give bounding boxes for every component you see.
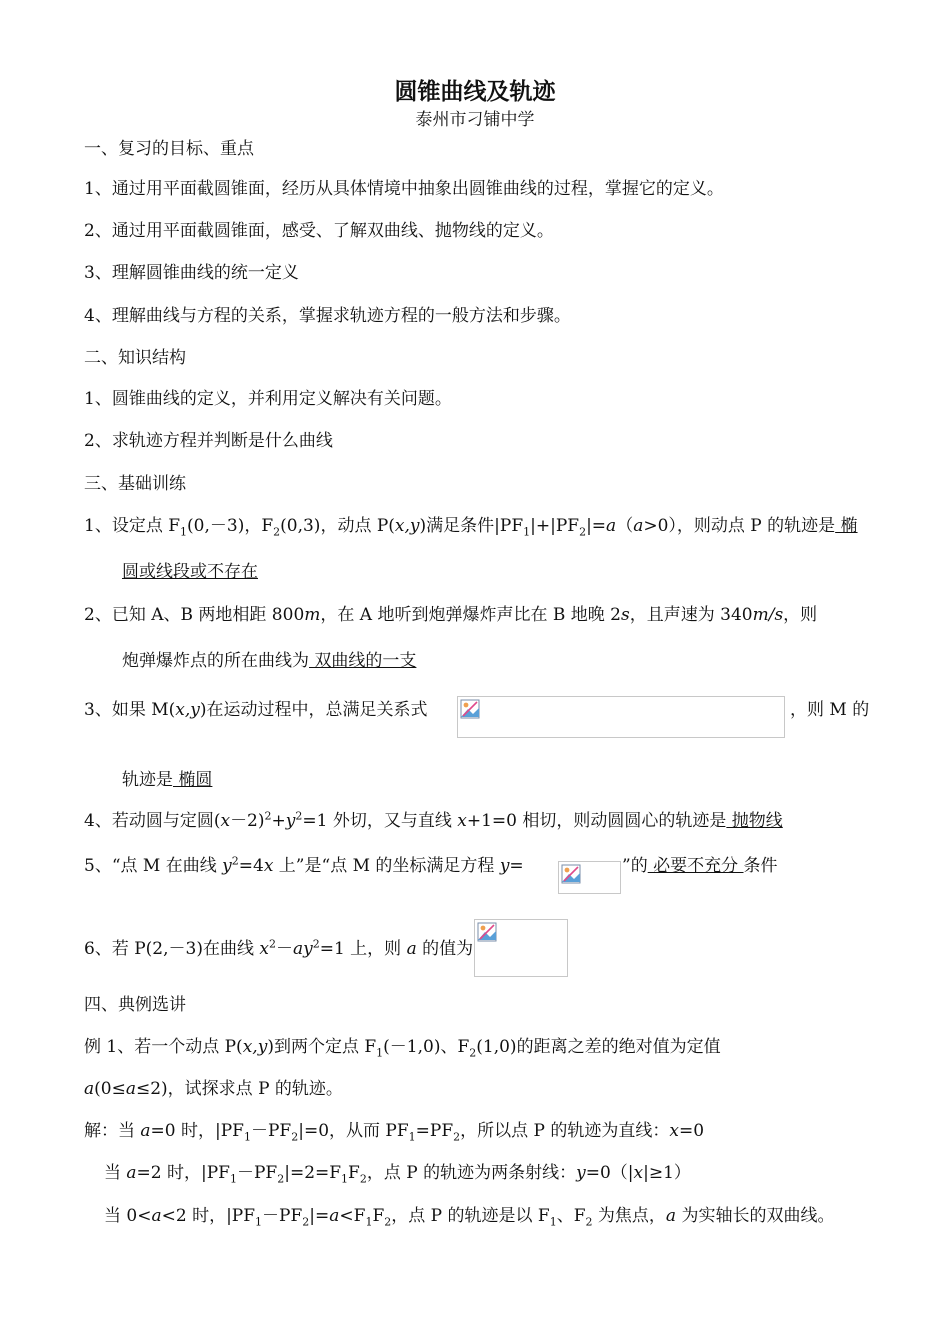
broken-image-icon: [561, 864, 581, 884]
exercise-1-line-2: [122, 561, 258, 583]
section-2-heading: 二、知识结构: [84, 348, 186, 368]
equation-image-3: [457, 696, 785, 738]
document-subtitle: 泰州市刁铺中学: [415, 110, 535, 130]
exercise-6: 6、若 P(2,－3)在曲线 $x^2-ay^2=1$ 上，则 a 的值为: [84, 937, 474, 959]
equation-image-6: [474, 919, 568, 977]
exercise-1-answer: 椭: [835, 516, 858, 536]
equation-image-5: [558, 861, 621, 894]
knowledge-item-1: 1、圆锥曲线的定义，并利用定义解决有关问题。: [84, 389, 452, 409]
objective-item-4: 4、理解曲线与方程的关系，掌握求轨迹方程的一般方法和步骤。: [84, 306, 571, 326]
section-1-heading: 一、复习的目标、重点: [84, 139, 254, 159]
objective-item-2: 2、通过用平面截圆锥面，感受、了解双曲线、抛物线的定义。: [84, 221, 554, 241]
exercise-3-line-2: 轨迹是 椭圆: [122, 770, 213, 790]
exercise-2-answer: 双曲线的一支: [309, 651, 417, 671]
exercise-2-line-2: 炮弹爆炸点的所在曲线为 双曲线的一支: [122, 651, 417, 671]
broken-image-icon: [460, 699, 480, 719]
solution-line-1: 解：当 a=0 时，$|PF_1-PF_2|=0$，从而 $PF_1=PF_2$，所以点 P 的轨迹为直线：x=0: [84, 1121, 705, 1144]
exercise-4: 4、若动圆与定圆$(x-2)^2+y^2=1$ 外切，又与直线 x+1=0 相切，则动圆圆心的轨迹是 抛物线: [84, 809, 783, 831]
section-3-heading: 三、基础训练: [84, 474, 186, 494]
exercise-5-part-2: ”的 必要不充分 条件: [622, 856, 778, 876]
solution-line-2: 当 a=2 时，$|PF_1-PF_2|=2=F_1F_2$，点 P 的轨迹为两条射线：y=0（|x|≥1）: [104, 1163, 691, 1186]
exercise-1-answer-cont: 圆或线段或不存在: [122, 562, 258, 582]
document-title: 圆锥曲线及轨迹: [394, 78, 556, 105]
example-1-line-1: 例 1、若一个动点 P(x,y)到两个定点 $F_1(-1,0)$、$F_2(1,0)$的距离之差的绝对值为定值: [84, 1037, 721, 1060]
exercise-3-tail: ，则 M 的: [790, 700, 870, 720]
exercise-5-answer: 必要不充分: [647, 856, 744, 876]
exercise-3-line-1: 3、如果 M(x,y)在运动过程中，总满足关系式: [84, 700, 428, 720]
objective-item-1: 1、通过用平面截圆锥面，经历从具体情境中抽象出圆锥曲线的过程，掌握它的定义。: [84, 179, 724, 199]
exercise-5-part-1: 5、“点 M 在曲线 $y^2=4x$ 上”是“点 M 的坐标满足方程 y=: [84, 854, 524, 876]
objective-item-3: 3、理解圆锥曲线的统一定义: [84, 263, 299, 283]
exercise-3-answer: 椭圆: [173, 770, 213, 790]
knowledge-item-2: 2、求轨迹方程并判断是什么曲线: [84, 431, 333, 451]
exercise-1-line-1: 1、设定点 $F_1(0,-3)$，$F_2(0,3)$，动点 P(x,y)满足条件$|PF_1|+|PF_2|=a(a>0)$，则动点 P 的轨迹是 椭: [84, 516, 858, 539]
broken-image-icon: [477, 922, 497, 942]
exercise-2-line-1: 2、已知 A、B 两地相距 800m，在 A 地听到炮弹爆炸声比在 B 地晚 2s，且声速为 340m/s，则: [84, 605, 818, 625]
solution-line-3: 当 0<a<2 时，$|PF_1-PF_2|=a<F_1F_2$，点 P 的轨迹是以 $F_1$、$F_2$ 为焦点，a 为实轴长的双曲线。: [104, 1206, 835, 1229]
exercise-4-answer: 抛物线: [726, 811, 783, 831]
example-1-line-2: a(0≤a≤2)，试探求点 P 的轨迹。: [84, 1079, 343, 1099]
section-4-heading: 四、典例选讲: [84, 995, 186, 1015]
